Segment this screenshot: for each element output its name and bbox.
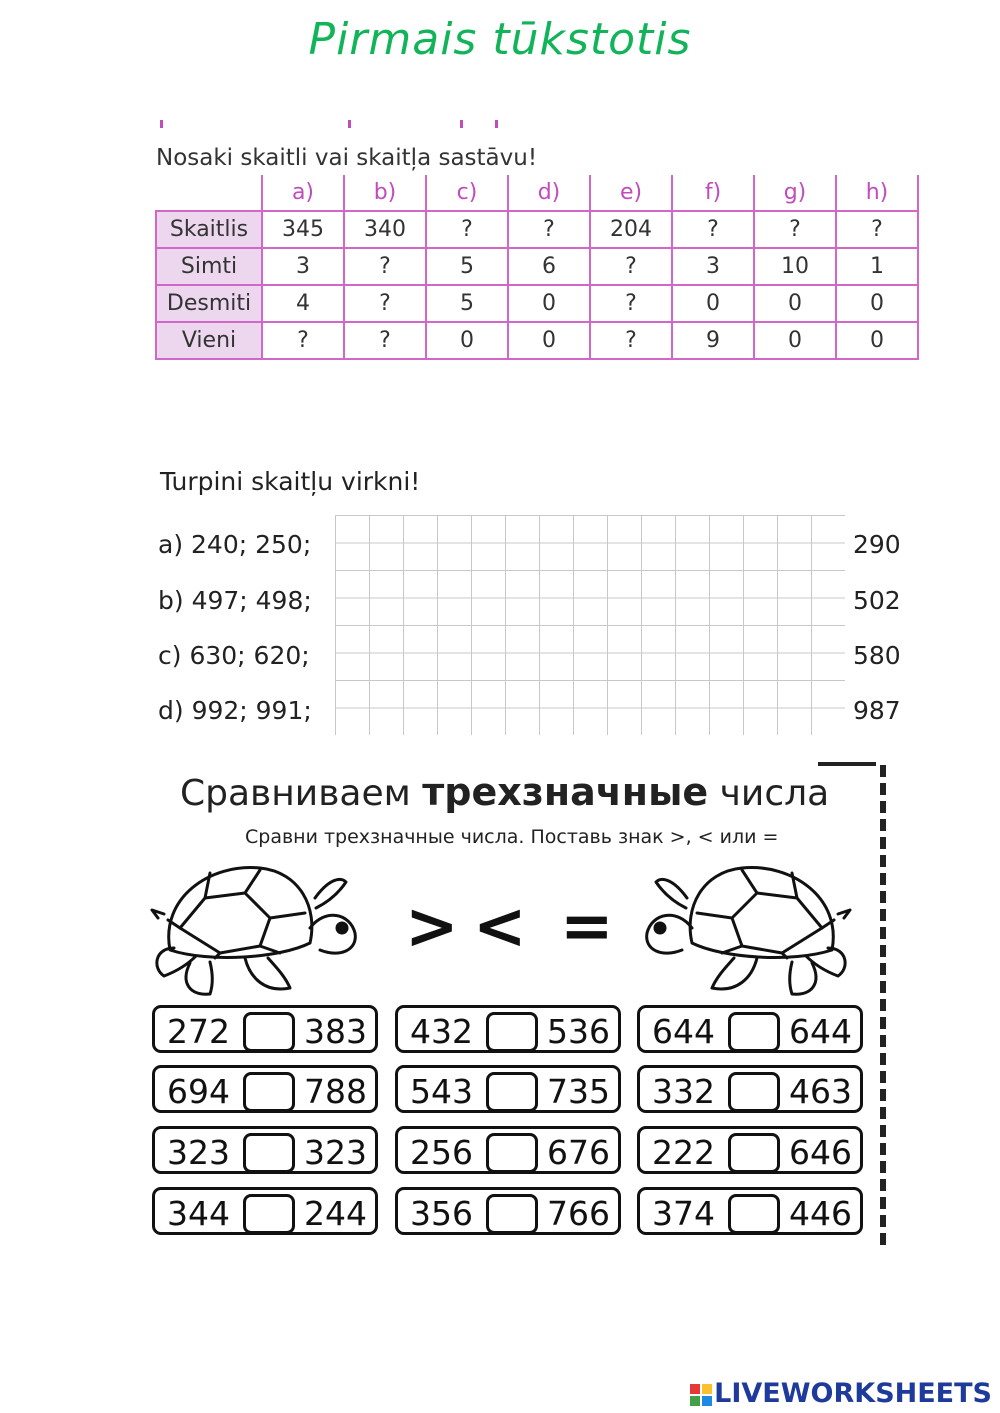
table-cell: 9 (672, 322, 754, 359)
table-cell[interactable]: ? (344, 322, 426, 359)
column-header: c) (426, 175, 508, 211)
compare-pair-box (637, 1065, 863, 1113)
answer-sign-box[interactable] (243, 1133, 295, 1173)
answer-sign-box[interactable] (486, 1072, 538, 1112)
table-cell[interactable]: ? (836, 211, 918, 248)
column-header: g) (754, 175, 836, 211)
table-cell: 0 (508, 322, 590, 359)
logo-text: LIVEWORKSHEETS (714, 1378, 992, 1409)
table-cell[interactable]: ? (344, 285, 426, 322)
table-cell[interactable]: ? (426, 211, 508, 248)
right-number: 735 (547, 1072, 610, 1111)
table-cell: 0 (836, 285, 918, 322)
table-cell: 345 (262, 211, 344, 248)
worksheet-title: Pirmais tūkstotis (308, 14, 692, 65)
right-number: 676 (547, 1133, 610, 1172)
left-number: 374 (652, 1194, 715, 1233)
column-header: b) (344, 175, 426, 211)
task1-instruction: Nosaki skaitli vai skaitļa sastāvu! (156, 145, 538, 171)
table-cell: 0 (836, 322, 918, 359)
row-header: Simti (156, 248, 262, 285)
table-cell: 0 (672, 285, 754, 322)
compare-pair-box (637, 1187, 863, 1235)
left-number: 432 (410, 1012, 473, 1051)
column-header: a) (262, 175, 344, 211)
compare-pair-box (152, 1065, 378, 1113)
answer-sign-box[interactable] (486, 1133, 538, 1173)
right-number: 536 (547, 1012, 610, 1051)
compare-pair-box (395, 1126, 621, 1174)
right-number: 323 (304, 1133, 367, 1172)
answer-sign-box[interactable] (243, 1194, 295, 1234)
compare-title-end: числа (708, 773, 830, 814)
table-cell: 3 (262, 248, 344, 285)
compare-pair-box (395, 1187, 621, 1235)
right-number: 644 (789, 1012, 852, 1051)
compare-pair-box (637, 1126, 863, 1174)
less-than-symbol: < (473, 890, 527, 964)
sequence-b-end: 502 (853, 586, 901, 615)
right-number: 766 (547, 1194, 610, 1233)
answer-sign-box[interactable] (486, 1194, 538, 1234)
turtle-right-illustration (640, 858, 852, 998)
sequence-b-label: b) 497; 498; (158, 586, 312, 615)
compare-pair-box (152, 1126, 378, 1174)
column-header: d) (508, 175, 590, 211)
table-corner (156, 175, 262, 211)
right-number: 646 (789, 1133, 852, 1172)
left-number: 356 (410, 1194, 473, 1233)
greater-than-symbol: > (405, 890, 459, 964)
compare-pair-box (395, 1005, 621, 1053)
table-cell[interactable]: ? (262, 322, 344, 359)
column-header: h) (836, 175, 918, 211)
row-header: Skaitlis (156, 211, 262, 248)
table-cell[interactable]: ? (590, 248, 672, 285)
place-value-table (155, 175, 919, 360)
left-number: 644 (652, 1012, 715, 1051)
answer-sign-box[interactable] (728, 1072, 780, 1112)
sequence-c-label: c) 630; 620; (158, 641, 310, 670)
compare-title-bold: трехзначные (422, 770, 709, 814)
answer-sign-box[interactable] (728, 1133, 780, 1173)
table-cell[interactable]: ? (672, 211, 754, 248)
sequence-a-label: a) 240; 250; (158, 530, 312, 559)
right-number: 446 (789, 1194, 852, 1233)
task2-instruction: Turpini skaitļu virkni! (160, 467, 421, 496)
card-cut-line (874, 765, 886, 1245)
table-cell: 204 (590, 211, 672, 248)
logo-blocks-icon (690, 1384, 712, 1406)
table-row (156, 248, 918, 285)
sequence-d-label: d) 992; 991; (158, 696, 312, 725)
table-cell: 6 (508, 248, 590, 285)
answer-sign-box[interactable] (486, 1012, 538, 1052)
compare-pair-box (152, 1187, 378, 1235)
table-cell[interactable]: ? (508, 211, 590, 248)
sequence-a-end: 290 (853, 530, 901, 559)
right-number: 463 (789, 1072, 852, 1111)
table-row (156, 322, 918, 359)
liveworksheets-logo (690, 1378, 992, 1409)
row-header: Desmiti (156, 285, 262, 322)
column-header: f) (672, 175, 754, 211)
left-number: 332 (652, 1072, 715, 1111)
table-cell[interactable]: ? (590, 322, 672, 359)
left-number: 272 (167, 1012, 230, 1051)
table-cell: 0 (508, 285, 590, 322)
sequence-d-end: 987 (853, 696, 901, 725)
table-cell: 0 (754, 285, 836, 322)
compare-pair-box (152, 1005, 378, 1053)
table-cell: 340 (344, 211, 426, 248)
right-number: 244 (304, 1194, 367, 1233)
table-cell: 5 (426, 285, 508, 322)
turtle-left-illustration (150, 858, 362, 998)
answer-sign-box[interactable] (243, 1072, 295, 1112)
table-cell: 10 (754, 248, 836, 285)
answer-grid[interactable] (335, 515, 845, 735)
sequence-c-end: 580 (853, 641, 901, 670)
column-header: e) (590, 175, 672, 211)
compare-title (180, 770, 829, 814)
answer-sign-box[interactable] (243, 1012, 295, 1052)
card-border-top (818, 762, 876, 766)
table-header-row (156, 175, 918, 211)
table-cell: 0 (426, 322, 508, 359)
table-cell[interactable]: ? (754, 211, 836, 248)
left-number: 543 (410, 1072, 473, 1111)
table-cell: 3 (672, 248, 754, 285)
left-number: 344 (167, 1194, 230, 1233)
row-header: Vieni (156, 322, 262, 359)
answer-sign-box[interactable] (728, 1194, 780, 1234)
table-row (156, 285, 918, 322)
cut-marks-decoration (160, 120, 520, 130)
compare-pair-box (395, 1065, 621, 1113)
left-number: 222 (652, 1133, 715, 1172)
table-row (156, 211, 918, 248)
equals-symbol: = (560, 890, 614, 964)
table-cell: 1 (836, 248, 918, 285)
left-number: 323 (167, 1133, 230, 1172)
table-cell[interactable]: ? (344, 248, 426, 285)
right-number: 788 (304, 1072, 367, 1111)
table-cell[interactable]: ? (590, 285, 672, 322)
compare-subtitle: Сравни трехзначные числа. Поставь знак >, < или = (245, 826, 779, 848)
left-number: 256 (410, 1133, 473, 1172)
table-cell: 4 (262, 285, 344, 322)
right-number: 383 (304, 1012, 367, 1051)
compare-pair-box (637, 1005, 863, 1053)
table-cell: 0 (754, 322, 836, 359)
answer-sign-box[interactable] (728, 1012, 780, 1052)
compare-title-start: Сравниваем (180, 773, 423, 814)
table-cell: 5 (426, 248, 508, 285)
left-number: 694 (167, 1072, 230, 1111)
